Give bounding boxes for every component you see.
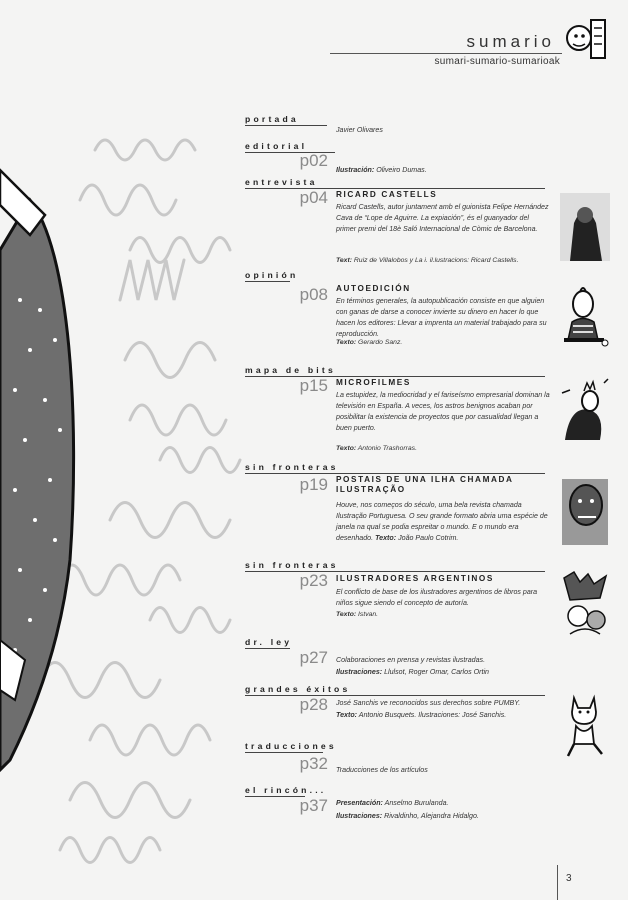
page-number: p32 [299, 754, 328, 773]
entry-text: José Sanchis ve reconocidos sus derechos sobre PUMBY. [336, 699, 521, 707]
section-label: sin fronteras [245, 462, 339, 472]
footer-divider [557, 865, 558, 900]
page-number: p23 [299, 571, 328, 590]
section-label: dr. ley [245, 637, 293, 647]
page-number: p37 [299, 796, 328, 815]
section-label: mapa de bits [245, 365, 336, 375]
entry-credit: Presentación: Anselmo Burulanda. [336, 799, 449, 807]
entry-credit-2: Ilustraciones: Rivaldinho, Alejandra Hidalgo. [336, 812, 479, 820]
entry-credit: Texto: Istvan. [336, 611, 379, 618]
pumby-cat-thumbnail [560, 692, 610, 764]
mascot-icon [561, 16, 611, 62]
entry-title: POSTAIS DE UNA ILHA CHAMADA ILUSTRAÇÃO [336, 475, 514, 495]
argentinos-thumbnail [560, 568, 610, 640]
page-number: p02 [299, 151, 328, 170]
section-label: sin fronteras [245, 560, 339, 570]
entry-title: AUTOEDICIÓN [336, 284, 411, 293]
entry-credit: Ilustraciones: Llulsot, Roger Omar, Carlos Ortin [336, 668, 489, 676]
page-number: p04 [299, 188, 328, 207]
entry-credit: Text: Ruiz de Villalobos y La i. il.lustracions: Ricard Castells. [336, 257, 519, 264]
postais-thumbnail [560, 477, 610, 547]
section-label: editorial [245, 141, 308, 151]
section-divider [245, 125, 327, 126]
page-number: p27 [299, 648, 328, 667]
page-title: sumario [466, 32, 555, 51]
section-label: el rincón... [245, 785, 327, 795]
entry-title: MICROFILMES [336, 378, 411, 387]
entry-credit: Ilustración: Oliveiro Dumas. [336, 166, 427, 174]
footer-page-number: 3 [566, 873, 572, 884]
autoedicion-thumbnail [560, 280, 610, 350]
entry-text: Ricard Castells, autor juntament amb el guionista Felipe Hernández Cava de “Lope de Aguirre. La expiación”, és el guanyador del primer premi del 18è Saló Internacional de Còmic de Barcelona. [336, 203, 549, 233]
entry-text: Colaboraciones en prensa y revistas ilustradas. [336, 656, 486, 664]
section-label: grandes éxitos [245, 684, 351, 694]
entry-text: El conflicto de base de los ilustradores argentinos de libros para niños sigue siendo el concepto de autoría. [336, 588, 538, 607]
page-number: p28 [299, 695, 328, 714]
entry-title: ILUSTRADORES ARGENTINOS [336, 574, 494, 583]
header-divider [330, 53, 562, 54]
page-number: p19 [299, 475, 328, 494]
entry-text: La estupidez, la mediocridad y el fariseísmo empresarial dominan la televisión en España. A veces, los astros benignos acaban por posibilitar la existencia de proyectos que por casualidad llegan a buen puerto. [336, 391, 550, 432]
entry-text: En términos generales, la autopublicación consiste en que alguien con ganas de darse a conocer invierte su dinero en hacer lo que hacen los editores: Llevar a imprenta un material trabajado para su reproducción. [336, 297, 547, 338]
entry-credit: Texto: Antonio Trashorras. [336, 445, 417, 452]
section-divider [245, 281, 290, 282]
section-label: traducciones [245, 741, 337, 751]
section-label: portada [245, 114, 299, 124]
section-label: entrevista [245, 177, 318, 187]
section-divider [245, 473, 545, 474]
entry-text: Houve, nos começos do século, uma bela revista chamada Ilustração Portuguesa. O seu grande formato abria uma espécie de janela na qual se podia espreitar o mundo. E o mundo era desenhado. Texto: João Paulo Cotrim. [336, 501, 548, 542]
ricard-castells-thumbnail [560, 193, 610, 261]
section-divider [245, 752, 323, 753]
microfilmes-thumbnail [560, 375, 610, 445]
entry-credit: Texto: Gerardo Sanz. [336, 339, 403, 346]
page-subtitle: sumari-sumario-sumarioak [434, 56, 560, 67]
entry-credit: Texto: Antonio Busquets. Ilustraciones: José Sanchis. [336, 711, 507, 719]
page-number: p08 [299, 285, 328, 304]
figure-arm [0, 170, 45, 235]
page-number: p15 [299, 376, 328, 395]
section-label: opinión [245, 270, 299, 280]
entry-title: RICARD CASTELLS [336, 190, 438, 199]
entry-text: Javier Olivares [336, 126, 383, 134]
entry-text: Traducciones de los artículos [336, 766, 428, 774]
